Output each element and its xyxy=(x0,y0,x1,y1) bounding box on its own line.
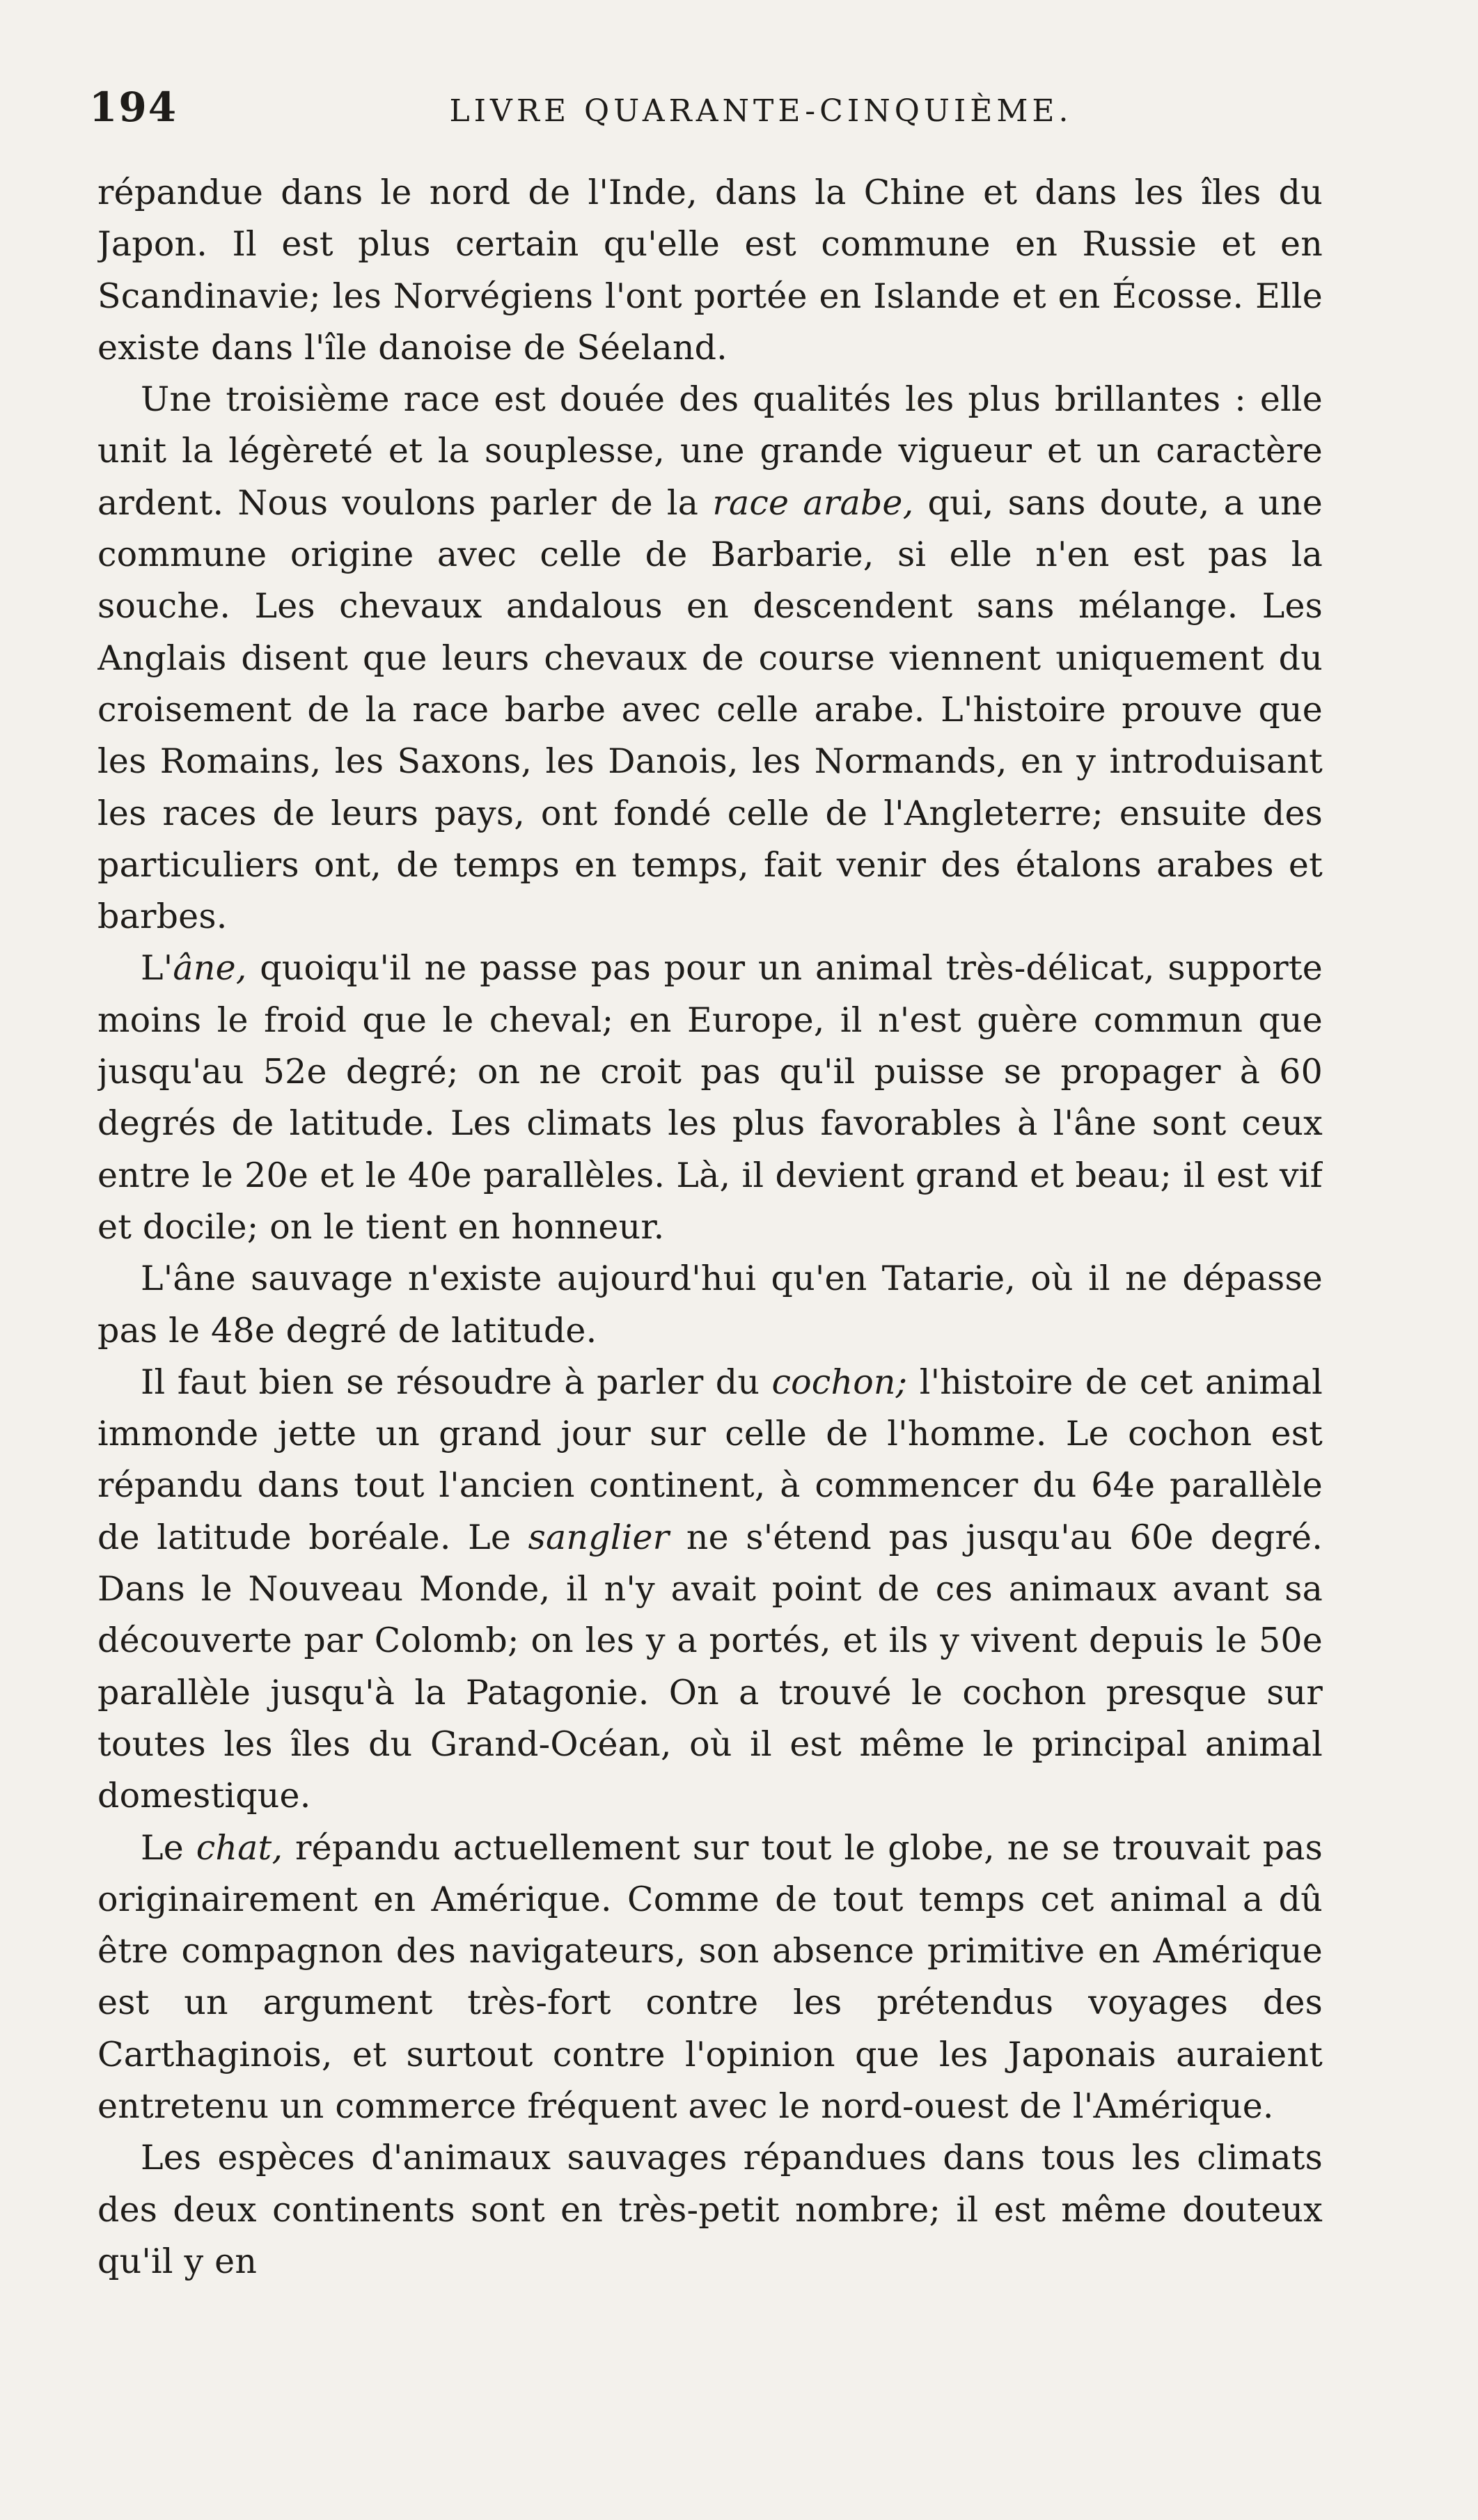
term-sanglier: sanglier xyxy=(528,1517,670,1557)
page-header xyxy=(89,84,1377,139)
paragraph-continuation: répandue dans le nord de l'Inde, dans la Chine et dans les îles du Japon. Il est plus certain qu'elle est commune en Russie et en Scandinavie; les Norvégiens l'ont portée en Islande et en Écosse. Elle existe dans l'île danoise de Séeland. xyxy=(97,173,1323,368)
paragraph-cochon: Il faut bien se résoudre à parler du cochon; l'histoire de cet animal immonde jette un grand jour sur celle de l'homme. Le cochon est répandu dans tout l'ancien continent, à commencer du 64e parallèle de latitude boréale. Le sanglier ne s'étend pas jusqu'au 60e degré. Dans le Nouveau Monde, il n'y avait point de ces animaux avant sa découverte par Colomb; on les y a portés, et ils y vivent depuis le 50e parallèle jusqu'à la Patagonie. On a trouvé le cochon presque sur toutes les îles du Grand-Océan, où il est même le principal animal domestique. xyxy=(97,1362,1323,1816)
term-chat: chat, xyxy=(196,1827,283,1868)
paragraph-ane-sauvage: L'âne sauvage n'existe aujourd'hui qu'en Tatarie, où il ne dépasse pas le 48e degré de latitude. xyxy=(97,1259,1323,1350)
term-race-arabe: race arabe, xyxy=(712,482,914,523)
paragraph-race-arabe: Une troisième race est douée des qualités les plus brillantes : elle unit la légèreté et la souplesse, une grande vigueur et un caractère ardent. Nous voulons parler de la race arabe, qui, sans doute, a une commune origine avec celle de Barbarie, si elle n'en est pas la souche. Les chevaux andalous en descendent sans mélange. Les Anglais disent que leurs chevaux de course viennent uniquement du croisement de la race barbe avec celle arabe. L'histoire prouve que les Romains, les Saxons, les Danois, les Normands, en y introduisant les races de leurs pays, ont fondé celle de l'Angleterre; ensuite des particuliers ont, de temps en temps, fait venir des étalons arabes et barbes. xyxy=(97,379,1323,937)
body-text xyxy=(97,167,1323,2436)
term-cochon: cochon; xyxy=(771,1362,908,1402)
term-ane: âne, xyxy=(173,948,247,989)
paragraph-ane: L'âne, quoiqu'il ne passe pas pour un animal très-délicat, supporte moins le froid que le cheval; en Europe, il n'est guère commun que jusqu'au 52e degré; on ne croit pas qu'il puisse se propager à 60 degrés de latitude. Les climats les plus favorables à l'âne sont ceux entre le 20e et le 40e parallèles. Là, il devient grand et beau; il est vif et docile; on le tient en honneur. xyxy=(97,948,1323,1247)
paragraph-especes: Les espèces d'animaux sauvages répandues dans tous les climats des deux continents sont en très-petit nombre; il est même douteux qu'il y en xyxy=(97,2138,1323,2281)
running-title: LIVRE QUARANTE-CINQUIÈME. xyxy=(449,93,1073,129)
paragraph-chat: Le chat, répandu actuellement sur tout le globe, ne se trouvait pas originairement en Amérique. Comme de tout temps cet animal a dû être compagnon des navigateurs, son absence primitive en Amérique est un argument très-fort contre les prétendus voyages des Carthaginois, et surtout contre l'opinion que les Japonais auraient entretenu un commerce fréquent avec le nord-ouest de l'Amérique. xyxy=(97,1827,1323,2126)
page-number: 194 xyxy=(89,84,178,131)
